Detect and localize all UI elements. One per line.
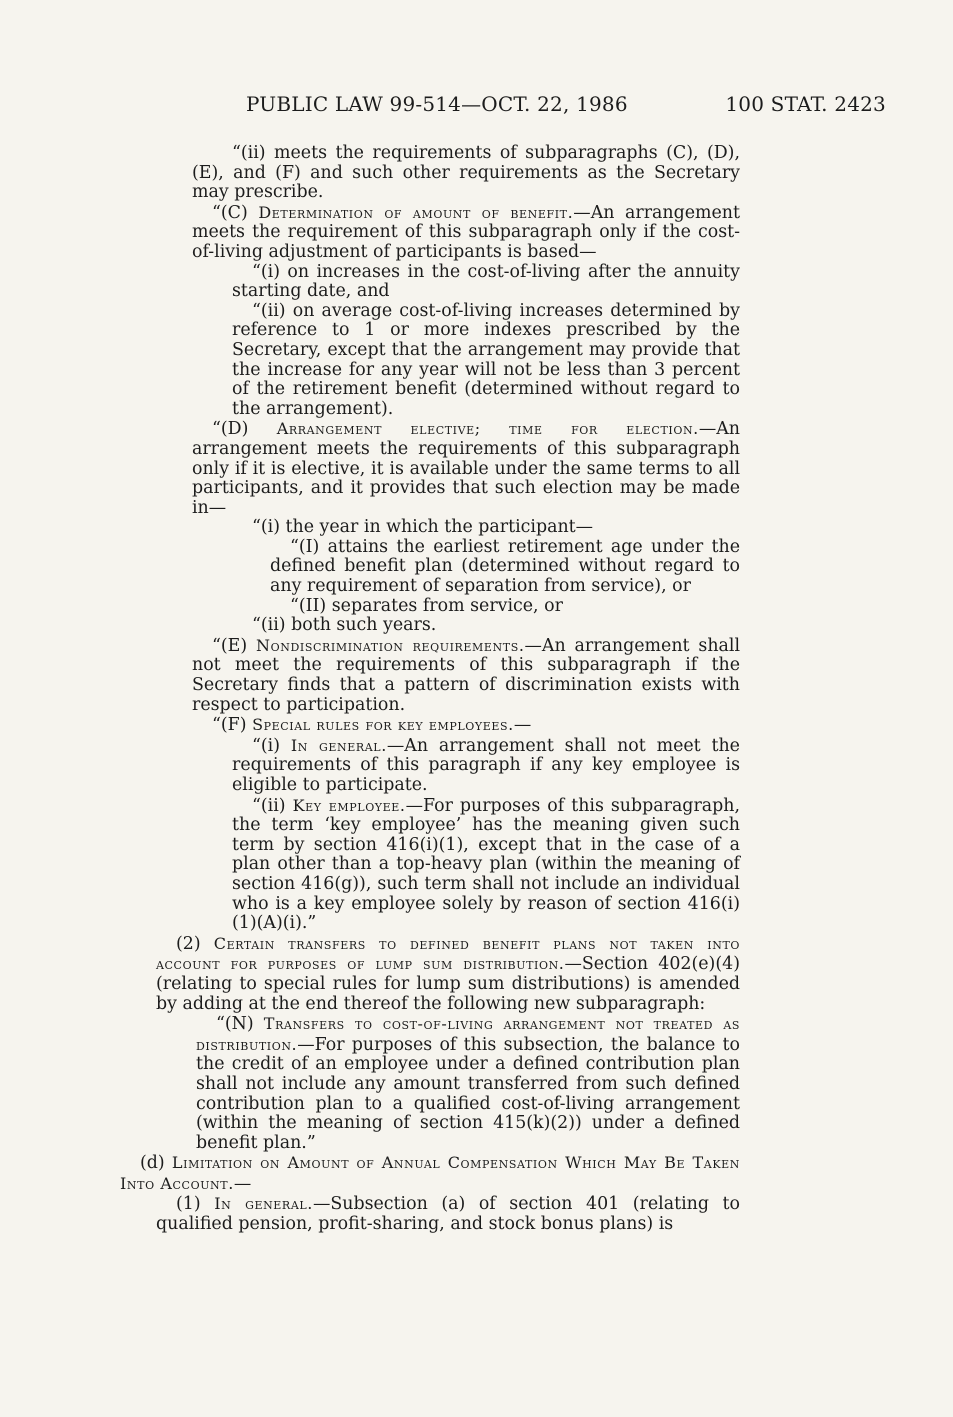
subsection-d-lead: (d) — [140, 1153, 172, 1174]
paragraph-d-1-lead: (1) — [176, 1194, 215, 1215]
subparagraph-e-text: —An arrangement shall not meet the requirements of this subparagraph if the Secretary finds that a pattern of discrimination exists with respect to participation. — [192, 635, 741, 715]
paragraph-2-text: —Section 402(e)(4) (relating to special rules for lump sum distributions) is amended by adding at the end thereof the following new subparagraph: — [156, 954, 740, 1014]
subparagraph-c-lead: “(C) — [212, 202, 259, 223]
clause-f-i-heading: In general. — [290, 735, 387, 755]
clause-d-i: “(i) the year in which the participant— — [252, 517, 594, 538]
subparagraph-f — [120, 715, 740, 736]
clause-f-ii-heading: Key employee. — [292, 795, 406, 815]
clause-f-i-text: —An arrangement shall not meet the requirements of this paragraph if any key employee is eligible to participate. — [232, 735, 740, 795]
public-law-citation: PUBLIC LAW 99-514—OCT. 22, 1986 — [246, 92, 628, 116]
subparagraph-d-lead: “(D) — [212, 419, 277, 440]
statute-page-number: 100 STAT. 2423 — [725, 92, 886, 116]
clause-c-ii: “(ii) on average cost-of-living increases determined by reference to 1 or more indexes prescribed by the Secretary, except that the arrangement may provide that the increase for any year will not be less than 3 percent of the retirement benefit (determined without regard to the arrangement). — [232, 300, 740, 419]
paragraph-d-1 — [120, 1194, 740, 1234]
paragraph-2-lead: (2) — [176, 933, 214, 954]
subparagraph-f-lead: “(F) — [212, 715, 253, 736]
subclause-d-i-II: “(II) separates from service, or — [290, 595, 563, 616]
subparagraph-e-heading: Nondiscrimination requirements. — [256, 635, 525, 655]
paragraph-d-1-text: —Subsection (a) of section 401 (relating to qualified pension, profit-sharing, and stock bonus plans) is — [156, 1194, 740, 1235]
subparagraph-e — [120, 636, 740, 715]
clause-f-i-lead: “(i) — [252, 735, 291, 756]
subparagraph-c-heading: Determination of amount of benefit. — [258, 202, 574, 222]
clause-f-i — [120, 736, 740, 796]
subparagraph-n-heading: Transfers to cost-of-living arrangement not treated as distribution. — [196, 1014, 740, 1054]
clause-ii-meets-requirements: “(ii) meets the requirements of subparagraphs (C), (D), (E), and (F) and such other requirements as the Secretary may prescribe. — [192, 143, 740, 203]
subparagraph-c — [120, 203, 740, 263]
clause-f-ii-lead: “(ii) — [252, 795, 293, 816]
subsection-d-heading: Limitation on Amount of Annual Compensation Which May Be Taken Into Account. — [120, 1153, 740, 1193]
subparagraph-c-text: —An arrangement meets the requirement of this subparagraph only if the cost-of-living adjustment of participants is based— — [192, 202, 740, 262]
subparagraph-n-text: —For purposes of this subsection, the balance to the credit of an employee under a defined contribution plan shall not include any amount transferred from such defined contribution plan to a qualified cost-of-living arrangement (within the meaning of section 415(k)(2)) under a defined benefit plan.” — [196, 1034, 740, 1153]
subparagraph-d-text: —An arrangement meets the requirements of this subparagraph only if it is elective, it is available under the same terms to all participants, and it provides that such election may be made in— — [192, 419, 741, 518]
subparagraph-d-heading: Arrangement elective; time for election. — [276, 419, 699, 439]
subparagraph-e-lead: “(E) — [212, 635, 257, 656]
subparagraph-f-text: — — [513, 715, 532, 736]
paragraph-d-1-heading: In general. — [214, 1194, 313, 1214]
subparagraph-d — [120, 419, 740, 518]
clause-f-ii — [120, 796, 740, 934]
subparagraph-n-lead: “(N) — [216, 1014, 264, 1035]
subclause-d-i-I: “(I) attains the earliest retirement age under the defined benefit plan (determined without regard to any requirement of separation from service), or — [270, 536, 740, 597]
subsection-d — [120, 1153, 740, 1194]
clause-c-i: “(i) on increases in the cost-of-living after the annuity starting date, and — [232, 261, 740, 302]
subparagraph-n — [120, 1014, 740, 1153]
paragraph-2-heading: Certain transfers to defined benefit plans not taken into account for purposes of lump sum distribution. — [156, 933, 740, 974]
subparagraph-f-heading: Special rules for key employees. — [252, 715, 514, 735]
subsection-d-text: — — [233, 1173, 252, 1194]
paragraph-2 — [120, 934, 740, 1014]
clause-f-ii-text: —For purposes of this subparagraph, the term ‘key employee’ has the meaning given such term by section 416(i)(1), except that in the case of a plan other than a top-heavy plan (within the meaning of section 416(g)), such term shall not include an individual who is a key employee solely by reason of section 416(i)(1)(A)(i).” — [232, 795, 740, 934]
clause-d-ii: “(ii) both such years. — [252, 615, 437, 636]
document-body — [120, 144, 740, 1235]
